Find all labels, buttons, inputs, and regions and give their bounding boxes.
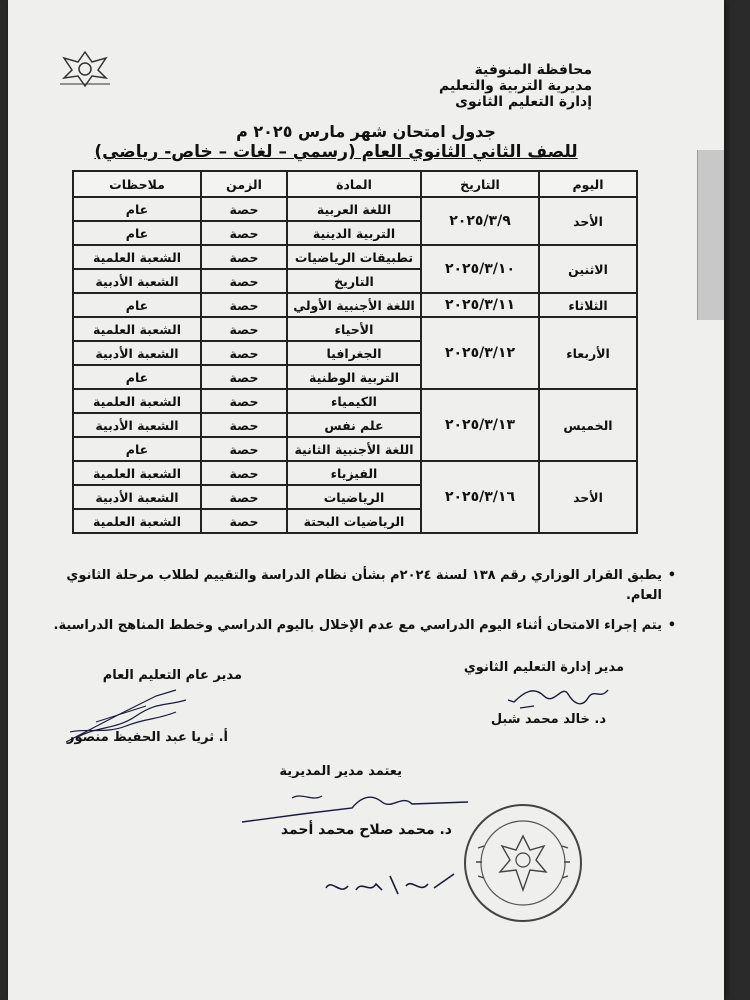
notes-list — [36, 566, 676, 646]
time-cell: حصة — [201, 197, 287, 221]
note-cell: الشعبة العلمية — [73, 389, 201, 413]
document-header — [439, 62, 592, 110]
emblem-logo — [56, 48, 114, 88]
time-cell: حصة — [201, 461, 287, 485]
time-cell: حصة — [201, 245, 287, 269]
header-subject: المادة — [287, 171, 421, 197]
note-cell: الشعبة الأدبية — [73, 413, 201, 437]
subject-cell: الكيمياء — [287, 389, 421, 413]
day-cell: الأحد — [539, 197, 637, 245]
date-cell: ٢٠٢٥/٣/١١ — [421, 293, 539, 317]
exam-schedule-table — [72, 170, 638, 534]
note-cell: الشعبة العلمية — [73, 509, 201, 533]
note-cell: الشعبة العلمية — [73, 461, 201, 485]
note-cell: عام — [73, 221, 201, 245]
day-cell: الاثنين — [539, 245, 637, 293]
time-cell: حصة — [201, 317, 287, 341]
subject-cell: الأحياء — [287, 317, 421, 341]
subject-cell: التربية الدينية — [287, 221, 421, 245]
subject-cell: الجغرافيا — [287, 341, 421, 365]
document-title: جدول امتحان شهر مارس ٢٠٢٥ م — [236, 122, 496, 141]
approval-name: د. محمد صلاح محمد أحمد — [280, 822, 452, 838]
table-row — [73, 197, 637, 221]
date-cell: ٢٠٢٥/٣/١٢ — [421, 317, 539, 389]
header-time: الزمن — [201, 171, 287, 197]
directorate-name: مديرية التربية والتعليم — [439, 78, 592, 94]
note-cell: الشعبة الأدبية — [73, 269, 201, 293]
day-cell: الثلاثاء — [539, 293, 637, 317]
date-cell: ٢٠٢٥/٣/١٦ — [421, 461, 539, 533]
day-cell: الأحد — [539, 461, 637, 533]
time-cell: حصة — [201, 509, 287, 533]
secondary-head-signature — [504, 684, 614, 714]
approval-signature — [232, 790, 472, 826]
time-cell: حصة — [201, 389, 287, 413]
time-cell: حصة — [201, 269, 287, 293]
note-cell: الشعبة العلمية — [73, 317, 201, 341]
general-head-name: أ. ثريا عبد الحفيظ منصور — [66, 730, 228, 745]
time-cell: حصة — [201, 221, 287, 245]
note-cell: الشعبة الأدبية — [73, 485, 201, 509]
day-cell: الخميس — [539, 389, 637, 461]
note-cell: عام — [73, 197, 201, 221]
time-cell: حصة — [201, 365, 287, 389]
table-row — [73, 461, 637, 485]
document-page — [8, 0, 724, 1000]
time-cell: حصة — [201, 341, 287, 365]
subject-cell: اللغة الأجنبية الثانية — [287, 437, 421, 461]
note-item: • يتم إجراء الامتحان أثناء اليوم الدراسي مع عدم الإخلال باليوم الدراسي وخطط المناهج الدراسية. — [36, 616, 676, 636]
governorate-name: محافظة المنوفية — [474, 62, 592, 78]
note-cell: الشعبة العلمية — [73, 245, 201, 269]
approval-title: يعتمد مدير المديرية — [279, 764, 402, 779]
official-seal — [458, 798, 588, 928]
note-cell: عام — [73, 437, 201, 461]
table-row — [73, 389, 637, 413]
header-date: التاريخ — [421, 171, 539, 197]
secondary-head-name: د. خالد محمد شبل — [490, 712, 606, 727]
secondary-head-title: مدير إدارة التعليم الثانوي — [463, 660, 624, 675]
handwritten-date — [320, 868, 460, 902]
subject-cell: اللغة العربية — [287, 197, 421, 221]
note-cell: عام — [73, 365, 201, 389]
table-row — [73, 317, 637, 341]
background-window-edge — [697, 150, 724, 320]
subject-cell: الرياضيات — [287, 485, 421, 509]
subject-cell: تطبيقات الرياضيات — [287, 245, 421, 269]
document-subtitle: للصف الثاني الثانوي العام (رسمي – لغات – خاص- رياضي) — [94, 142, 578, 162]
administration-name: إدارة التعليم الثانوى — [455, 94, 592, 110]
date-cell: ٢٠٢٥/٣/١٠ — [421, 245, 539, 293]
header-notes: ملاحظات — [73, 171, 201, 197]
day-cell: الأربعاء — [539, 317, 637, 389]
header-day: اليوم — [539, 171, 637, 197]
subject-cell: التربية الوطنية — [287, 365, 421, 389]
date-cell: ٢٠٢٥/٣/١٣ — [421, 389, 539, 461]
time-cell: حصة — [201, 437, 287, 461]
time-cell: حصة — [201, 413, 287, 437]
note-item: • يطبق القرار الوزاري رقم ١٣٨ لسنة ٢٠٢٤م بشأن نظام الدراسة والتقييم لطلاب مرحلة الثانوي العام. — [36, 566, 676, 606]
time-cell: حصة — [201, 485, 287, 509]
time-cell: حصة — [201, 293, 287, 317]
note-cell: الشعبة الأدبية — [73, 341, 201, 365]
table-header-row — [73, 171, 637, 197]
table-row — [73, 293, 637, 317]
subject-cell: الرياضيات البحتة — [287, 509, 421, 533]
subject-cell: الفيزياء — [287, 461, 421, 485]
date-cell: ٢٠٢٥/٣/٩ — [421, 197, 539, 245]
general-head-title: مدير عام التعليم العام — [102, 668, 242, 683]
subject-cell: علم نفس — [287, 413, 421, 437]
subject-cell: التاريخ — [287, 269, 421, 293]
note-cell: عام — [73, 293, 201, 317]
table-row — [73, 245, 637, 269]
subject-cell: اللغة الأجنبية الأولي — [287, 293, 421, 317]
